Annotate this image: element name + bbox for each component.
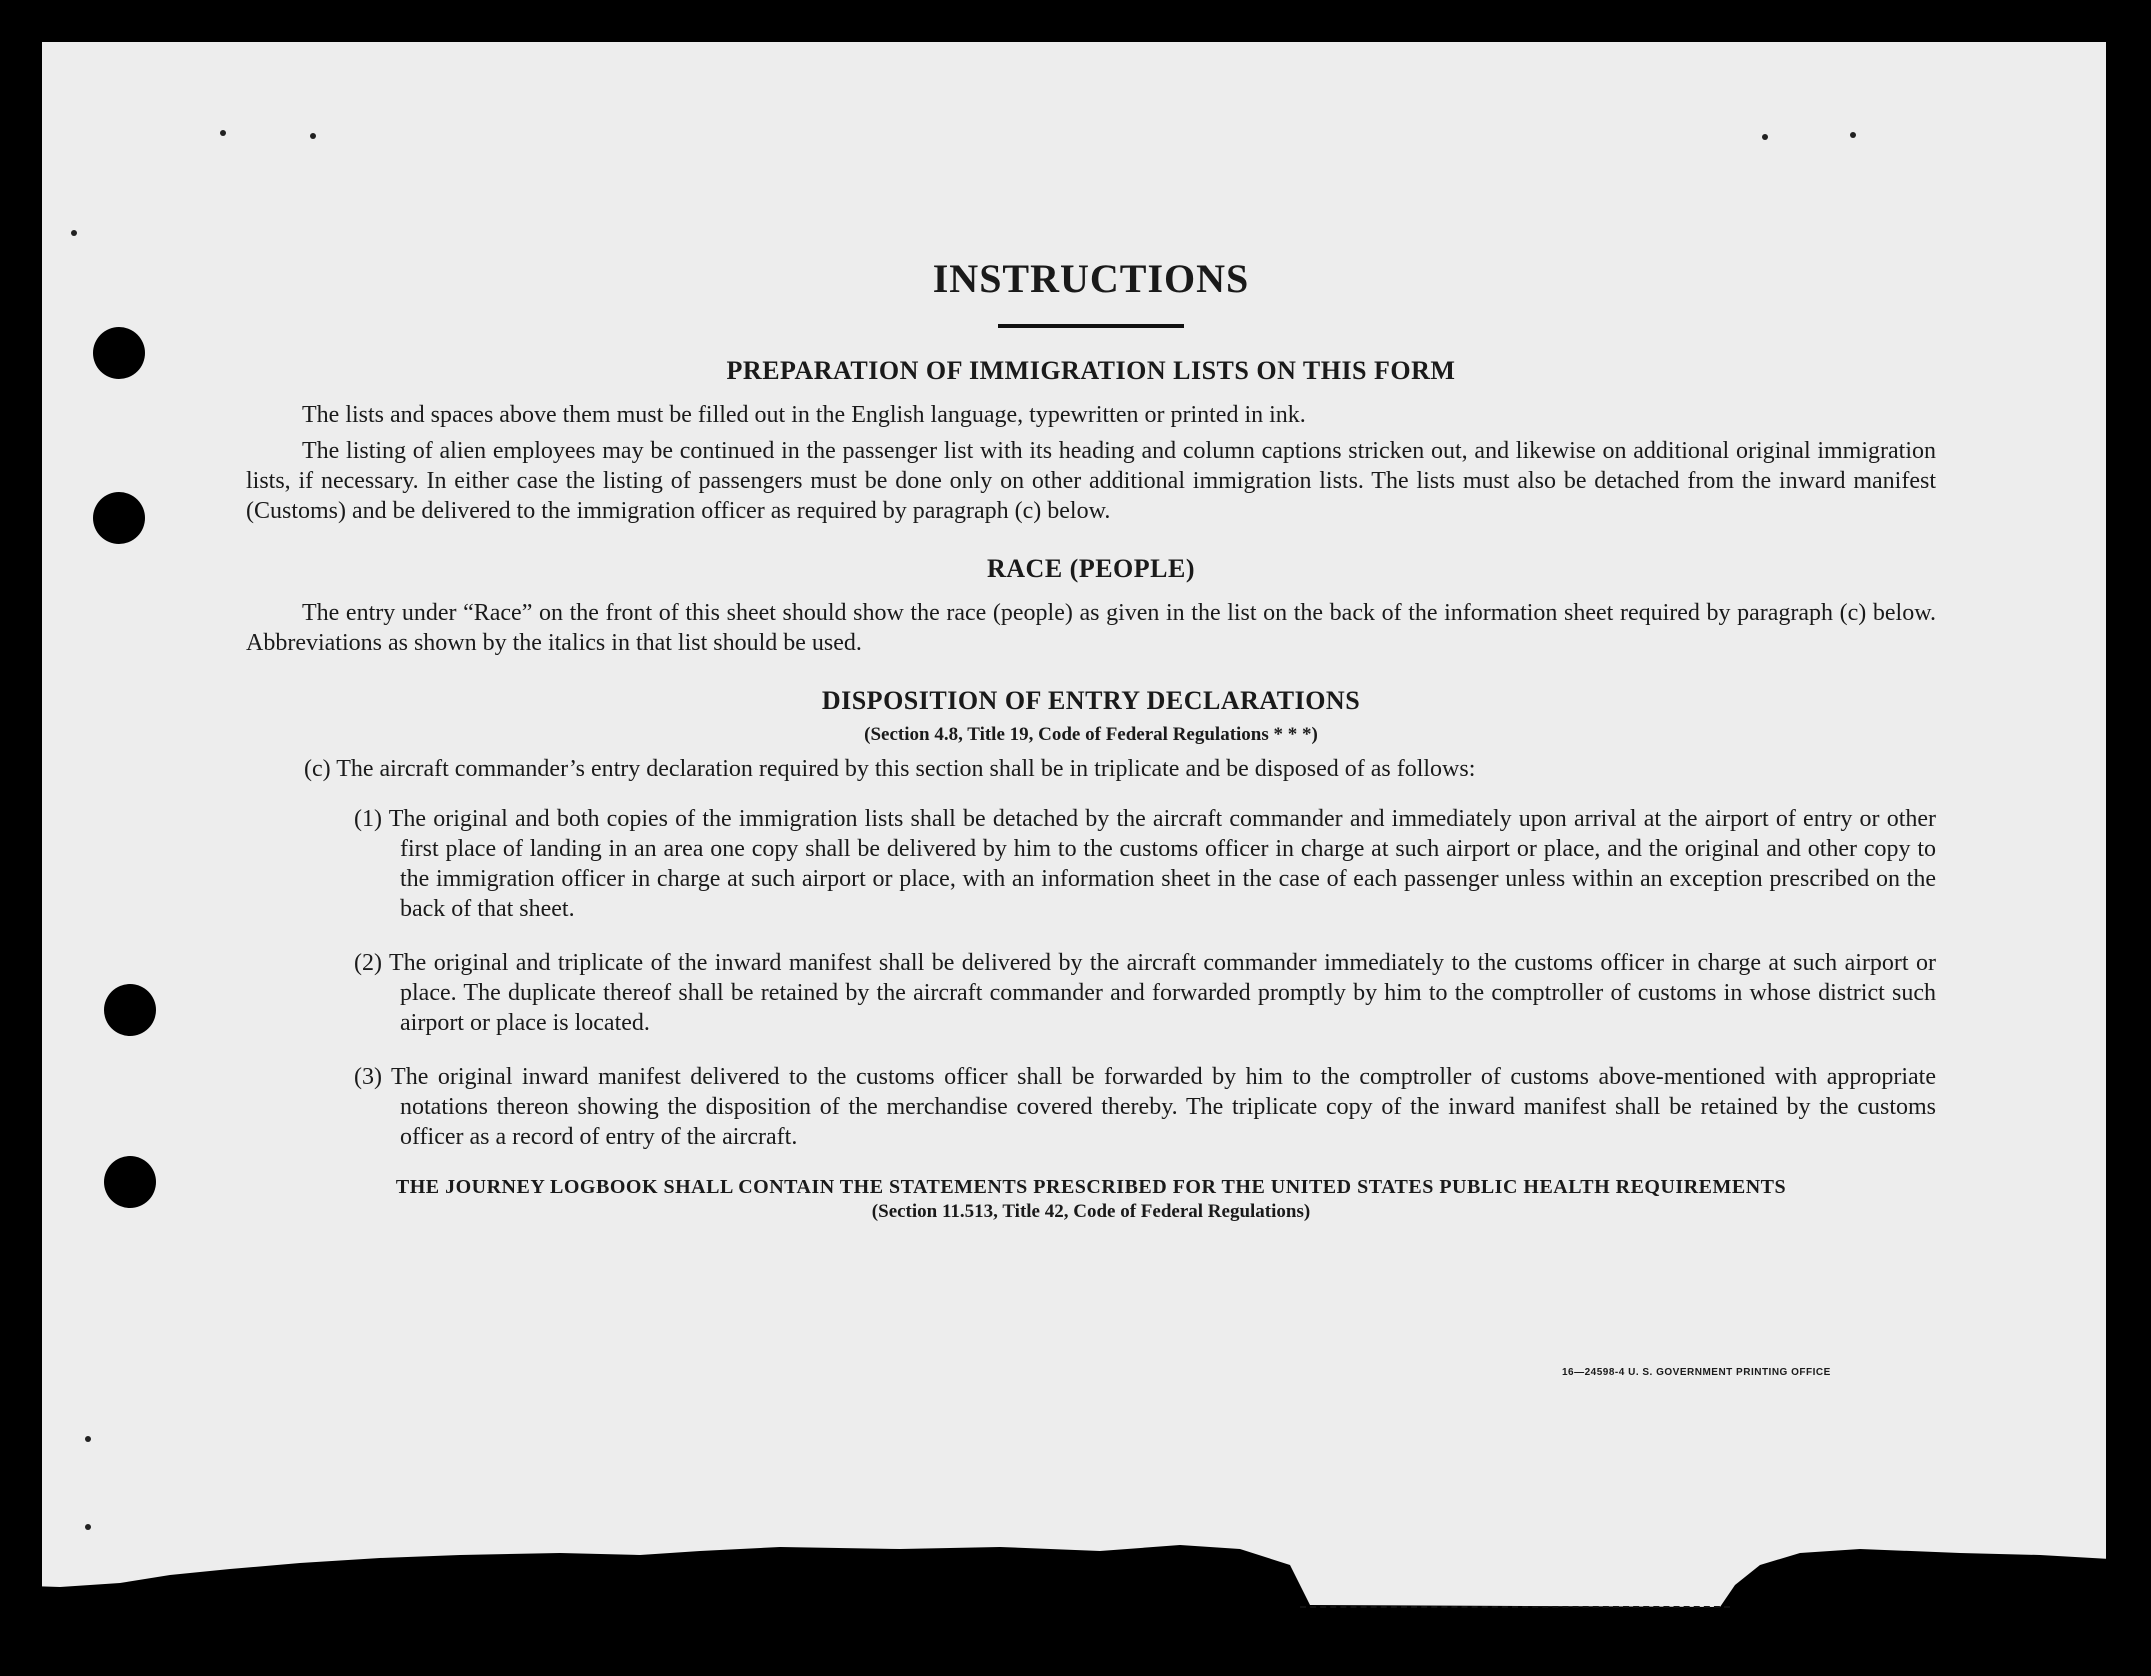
disposition-citation: (Section 4.8, Title 19, Code of Federal Regulations * * *): [864, 724, 1318, 745]
footer-citation: (Section 11.513, Title 42, Code of Federal Regulations): [871, 1201, 1311, 1222]
disposition-item-2: (2) The original and triplicate of the inward manifest shall be delivered by the aircraft commander immediately to the customs officer in charge at such airport or place. The duplicate thereof shall be retained by the aircraft commander and forwarded promptly by him to the comptroller of customs in whose district such airport or place is located.: [354, 950, 1936, 1036]
title-underline: [998, 324, 1184, 328]
section-heading-race: RACE (PEOPLE): [987, 554, 1195, 583]
section-heading-disposition: DISPOSITION OF ENTRY DECLARATIONS: [821, 686, 1361, 715]
disposition-item-3: (3) The original inward manifest delivered to the customs officer shall be forwarded by him to the comptroller of customs above-mentioned with appropriate notations thereon showing the disposition of the merchandise covered thereby. The triplicate copy of the inward manifest shall be retained by the customs officer as a record of entry of the aircraft.: [354, 1064, 1936, 1150]
printer-imprint: 16—24598-4 U. S. GOVERNMENT PRINTING OFFICE: [1562, 1367, 1831, 1378]
section-heading-preparation: PREPARATION OF IMMIGRATION LISTS ON THIS FORM: [726, 356, 1456, 385]
page-title: INSTRUCTIONS: [932, 256, 1250, 301]
speck: [85, 1436, 91, 1442]
race-paragraph: The entry under “Race” on the front of this sheet should show the race (people) as given in the list on the back of the information sheet required by paragraph (c) below. Abbreviations as shown by the italics in that list should be used.: [246, 600, 1936, 656]
speck: [220, 130, 226, 136]
speck: [71, 230, 77, 236]
preparation-paragraph-1: The lists and spaces above them must be filled out in the English language, typewritten or printed in ink.: [302, 402, 1306, 428]
speck: [1850, 132, 1856, 138]
punch-hole: [104, 984, 156, 1036]
punch-hole: [93, 327, 145, 379]
torn-bottom-edge: [0, 1525, 2151, 1676]
perforation-line: [1300, 1606, 1730, 1608]
speck: [85, 1524, 91, 1530]
speck: [1762, 134, 1768, 140]
punch-hole: [93, 492, 145, 544]
punch-hole: [104, 1156, 156, 1208]
preparation-paragraph-2: The listing of alien employees may be continued in the passenger list with its heading and column captions stricken out, and likewise on additional original immigration lists, if necessary. In either case the listing of passengers must be done only on other additional immigration lists. The lists must also be detached from the inward manifest (Customs) and be delivered to the immigration officer as required by paragraph (c) below.: [246, 438, 1936, 524]
disposition-intro: (c) The aircraft commander’s entry declaration required by this section shall be in triplicate and be disposed of as follows:: [304, 756, 1476, 782]
disposition-item-1: (1) The original and both copies of the immigration lists shall be detached by the aircraft commander and immediately upon arrival at the airport of entry or other first place of landing in an area one copy shall be delivered by him to the customs officer in charge at such airport or place, and the original and other copy to the immigration officer in charge at such airport or place, with an information sheet in the case of each passenger unless within an exception prescribed on the back of that sheet.: [354, 806, 1936, 922]
instructions-content: [246, 255, 1936, 1223]
footer-statement: THE JOURNEY LOGBOOK SHALL CONTAIN THE STATEMENTS PRESCRIBED FOR THE UNITED STATES PUBLIC HEALTH REQUIREMENTS: [395, 1176, 1787, 1198]
speck: [310, 133, 316, 139]
